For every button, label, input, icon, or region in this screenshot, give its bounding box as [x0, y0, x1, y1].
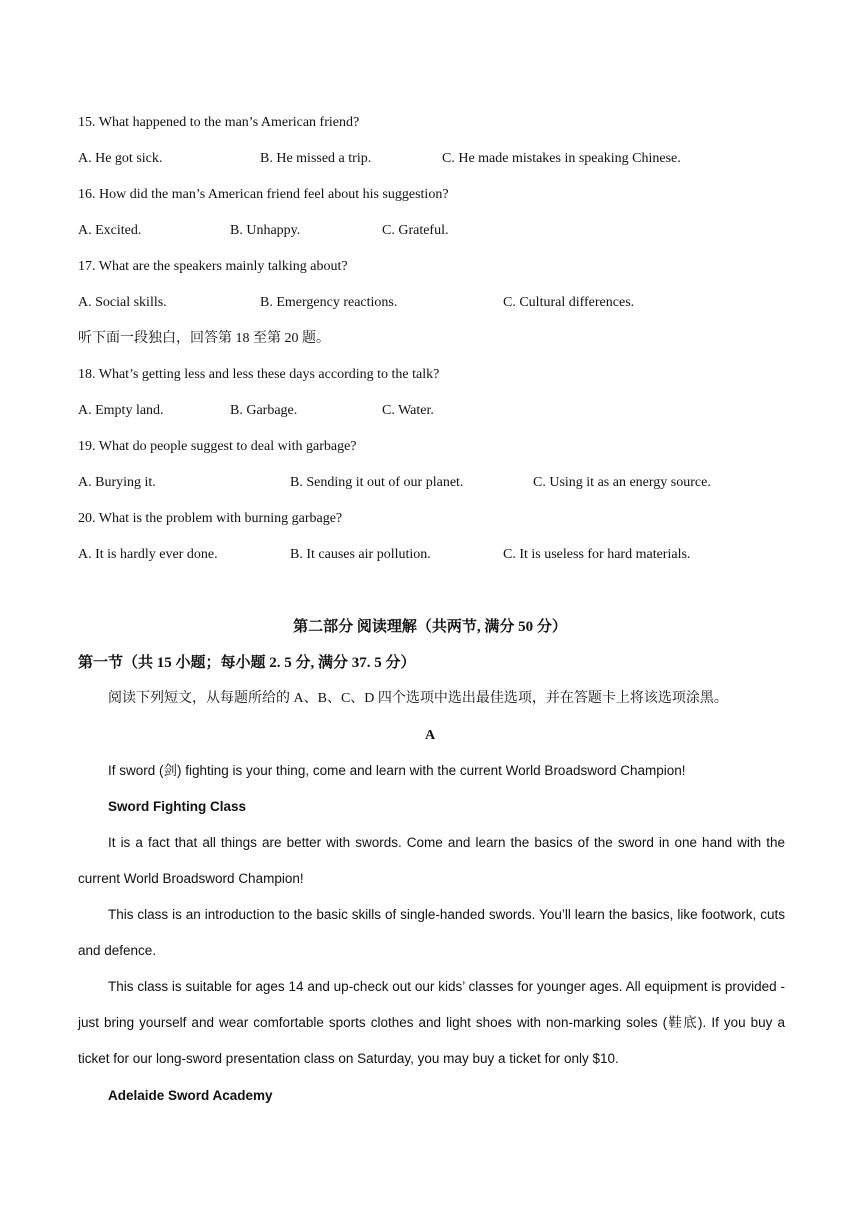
- q20-option-b: B. It causes air pollution.: [290, 547, 431, 562]
- q19-option-b: B. Sending it out of our planet.: [290, 475, 464, 490]
- q16-option-b: B. Unhappy.: [230, 223, 301, 238]
- q17-option-b: B. Emergency reactions.: [260, 295, 398, 310]
- class-title: Sword Fighting Class: [108, 799, 247, 814]
- question-16: 16. How did the man’s American friend feel about his suggestion?: [78, 187, 449, 202]
- q17-option-a: A. Social skills.: [78, 295, 167, 310]
- q18-option-c: C. Water.: [382, 403, 434, 418]
- passage-paragraph-3: This class is suitable for ages 14 and up-check out our kids’ classes for younger ages. All equipment is provided - just bring yourself and wear comfortable sports clothes and light shoes with non-marking soles (鞋底). If you buy a ticket for our long-sword presentation class on Saturday, you may buy a ticket for only $10.: [78, 979, 785, 1066]
- q17-option-c: C. Cultural differences.: [503, 295, 635, 310]
- question-20: 20. What is the problem with burning garbage?: [78, 511, 343, 526]
- question-15: 15. What happened to the man’s American friend?: [78, 115, 360, 130]
- q16-option-c: C. Grateful.: [382, 223, 449, 238]
- q20-option-c: C. It is useless for hard materials.: [503, 547, 691, 562]
- passage-label: A: [424, 728, 436, 743]
- section1-instruction: 阅读下列短文，从每题所给的 A、B、C、D 四个选项中选出最佳选项，并在答题卡上将该选项涂黑。: [108, 691, 728, 706]
- q15-option-c: C. He made mistakes in speaking Chinese.: [442, 151, 681, 166]
- q19-option-a: A. Burying it.: [78, 475, 156, 490]
- passage-intro: If sword (剑) fighting is your thing, come and learn with the current World Broadsword Champion!: [108, 763, 686, 778]
- question-17: 17. What are the speakers mainly talking about?: [78, 259, 348, 274]
- question-18: 18. What’s getting less and less these days according to the talk?: [78, 367, 440, 382]
- question-19: 19. What do people suggest to deal with garbage?: [78, 439, 357, 454]
- q20-option-a: A. It is hardly ever done.: [78, 547, 218, 562]
- part2-title: 第二部分 阅读理解（共两节, 满分 50 分）: [293, 619, 567, 635]
- q18-option-a: A. Empty land.: [78, 403, 164, 418]
- monologue-instruction: 听下面一段独白，回答第 18 至第 20 题。: [78, 331, 330, 346]
- passage-paragraph-1: It is a fact that all things are better with swords. Come and learn the basics of the sword in one hand with the current World Broadsword Champion!: [78, 835, 785, 886]
- section1-title: 第一节（共 15 小题；每小题 2. 5 分, 满分 37. 5 分）: [78, 655, 416, 671]
- q16-option-a: A. Excited.: [78, 223, 142, 238]
- q15-option-b: B. He missed a trip.: [260, 151, 372, 166]
- q19-option-c: C. Using it as an energy source.: [533, 475, 711, 490]
- q15-option-a: A. He got sick.: [78, 151, 163, 166]
- q18-option-b: B. Garbage.: [230, 403, 298, 418]
- passage-paragraph-2: This class is an introduction to the basic skills of single-handed swords. You’ll learn the basics, like footwork, cuts and defence.: [78, 907, 785, 958]
- academy-name: Adelaide Sword Academy: [108, 1088, 273, 1103]
